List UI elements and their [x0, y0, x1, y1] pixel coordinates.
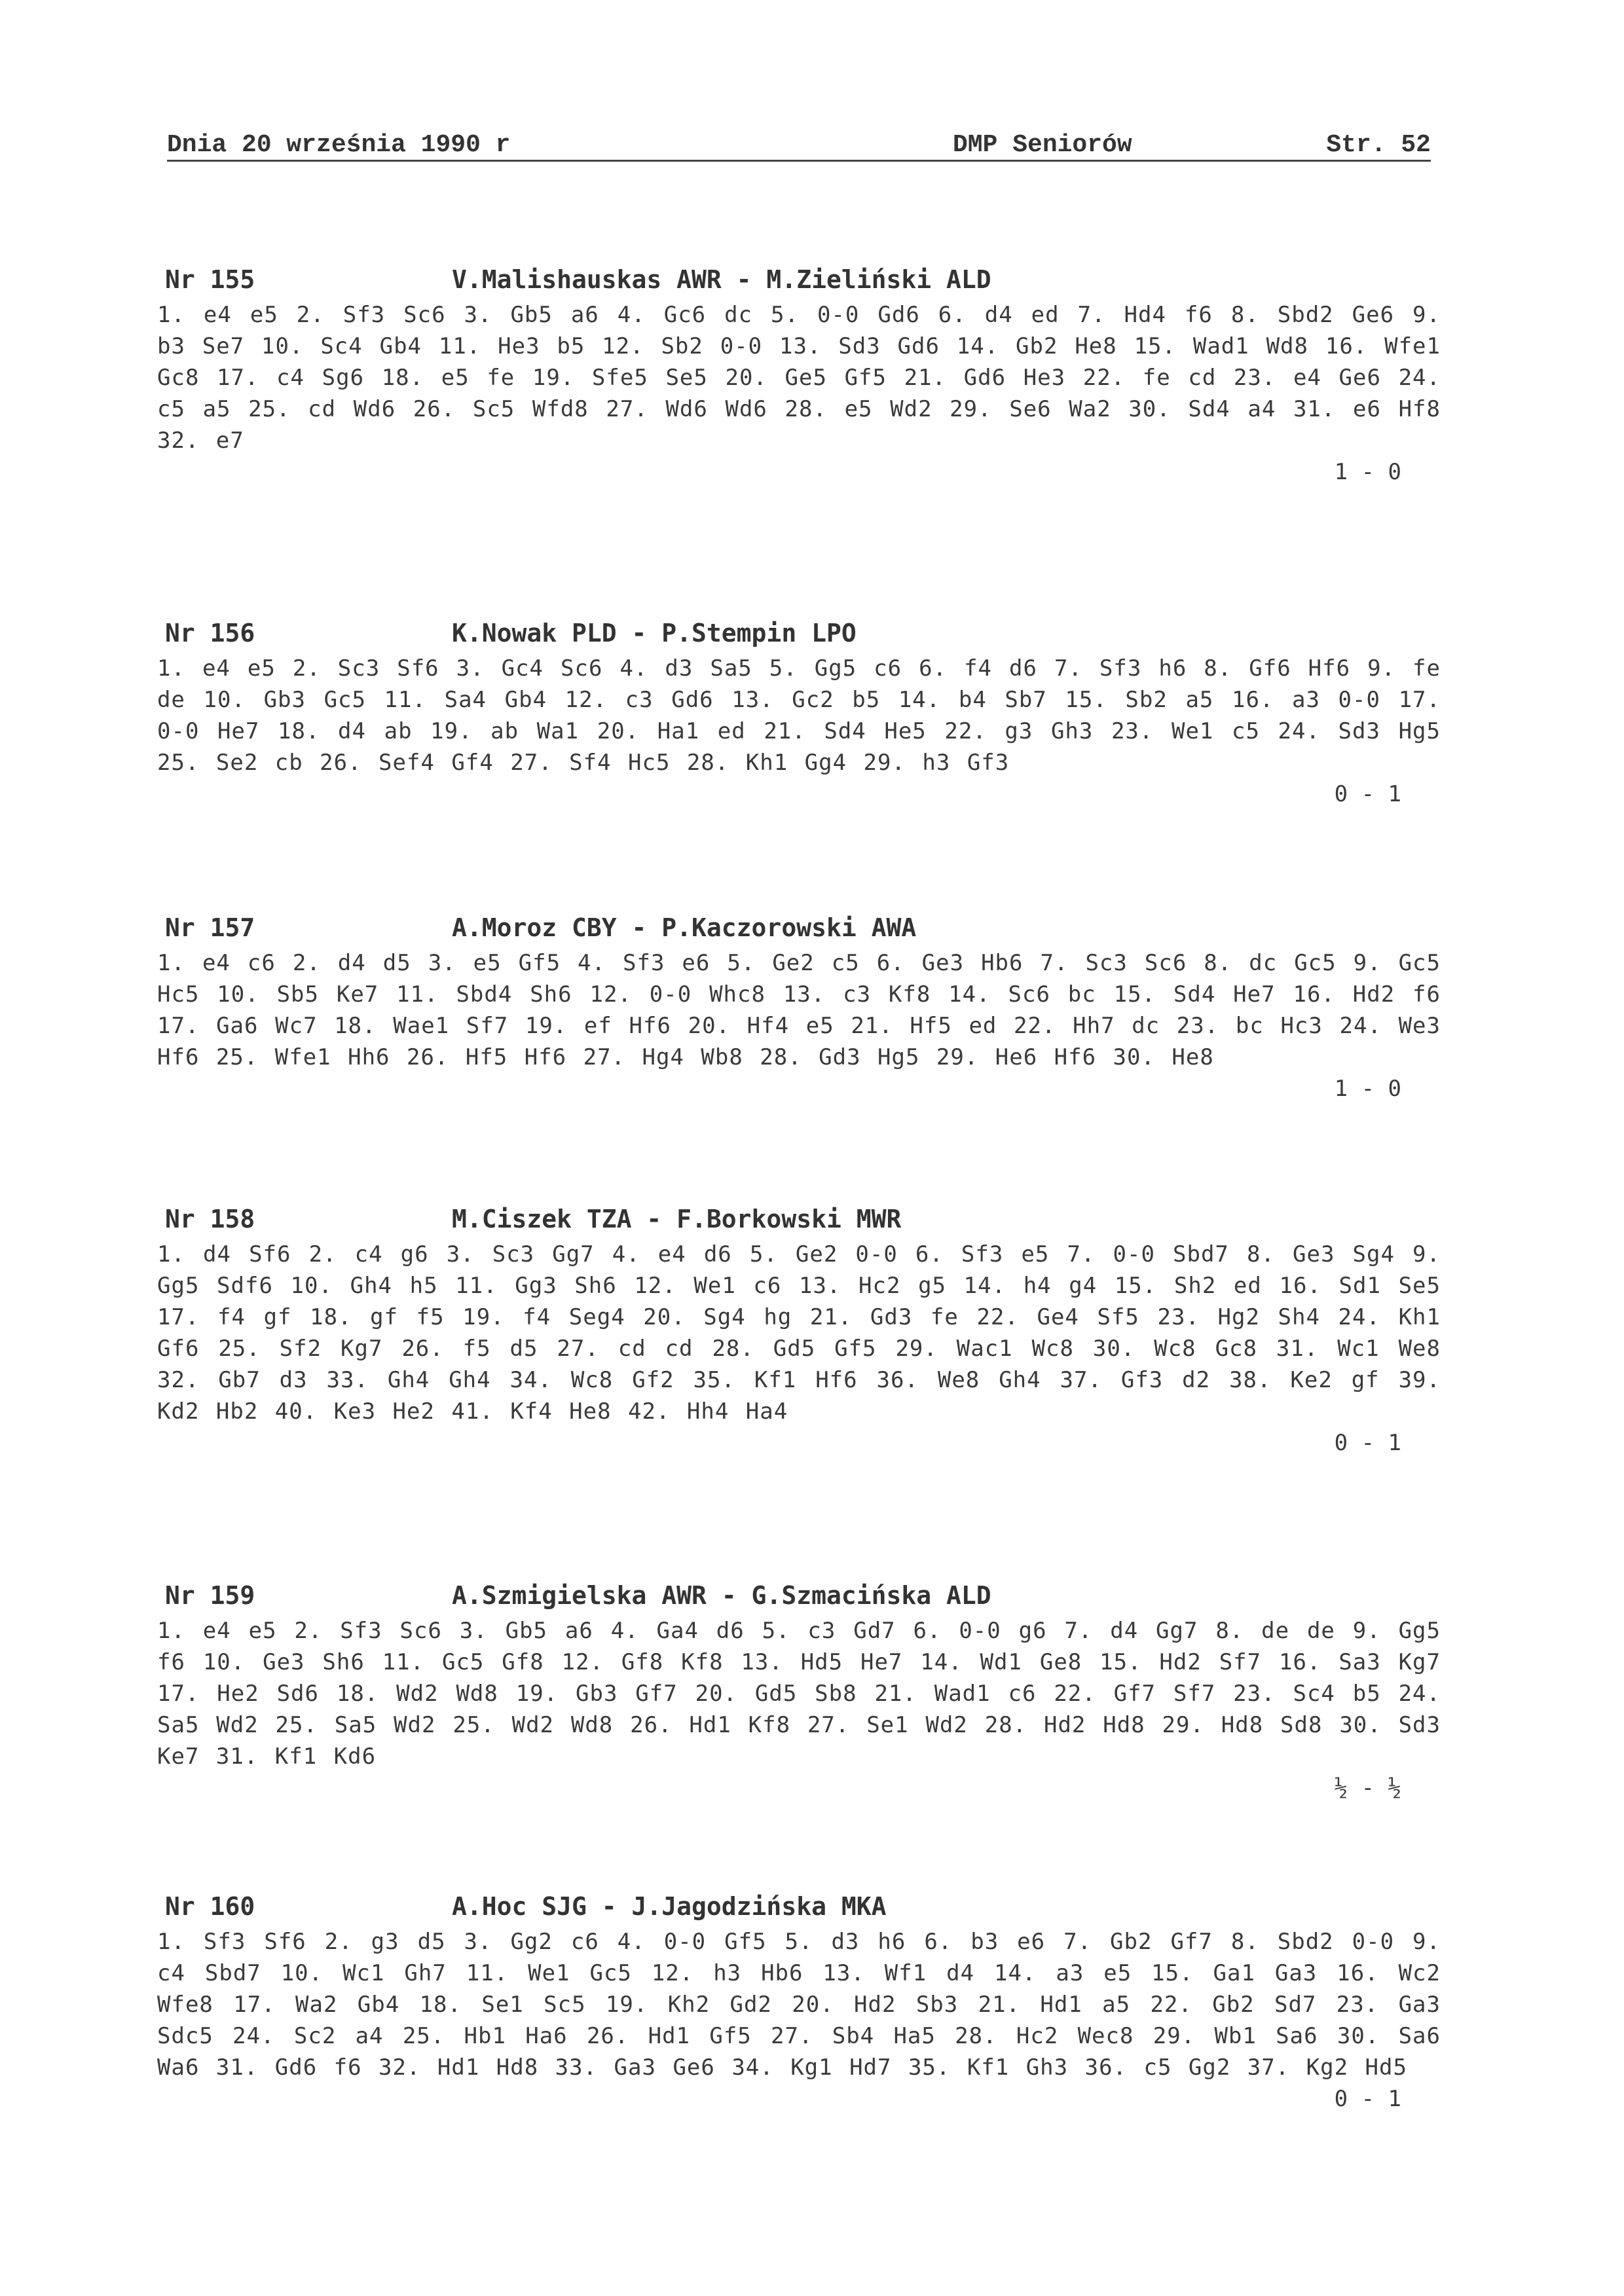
game-title	[157, 1205, 1441, 1239]
game-number: Nr 156	[165, 619, 255, 647]
game-moves: 1. d4 Sf6 2. c4 g6 3. Sc3 Gg7 4. e4 d6 5. Ge2 0-0 6. Sf3 e5 7. 0-0 Sbd7 8. Ge3 Sg4 9. Gg5 Sdf6 10. Gh4 h5 11. Gg3 Sh6 12. We1 c6 13. Hc2 g5 14. h4 g4 15. Sh2 ed 16. Sd1 Se5 17. f4 gf 18. gf f5 19. f4 Seg4 20. Sg4 hg 21. Gd3 fe 22. Ge4 Sf5 23. Hg2 Sh4 24. Kh1 Gf6 25. Sf2 Kg7 26. f5 d5 27. cd cd 28. Gd5 Gf5 29. Wac1 Wc8 30. Wc8 Gc8 31. Wc1 We8 32. Gb7 d3 33. Gh4 Gh4 34. Wc8 Gf2 35. Kf1 Hf6 36. We8 Gh4 37. Gf3 d2 38. Ke2 gf 39. Kd2 Hb2 40. Ke3 He2 41. Kf4 He8 42. Hh4 Ha4	[157, 1241, 1441, 1425]
game-result: 0 - 1	[1334, 1430, 1401, 1456]
game-players: A.Hoc SJG - J.Jagodzińska MKA	[452, 1892, 887, 1921]
game-players: M.Ciszek TZA - F.Borkowski MWR	[452, 1205, 902, 1233]
game-157	[157, 913, 1441, 1102]
header-page-number: Str. 52	[1326, 131, 1431, 159]
game-title	[157, 265, 1441, 299]
game-moves: 1. e4 e5 2. Sf3 Sc6 3. Gb5 a6 4. Ga4 d6 5. c3 Gd7 6. 0-0 g6 7. d4 Gg7 8. de de 9. Gg5 f6 10. Ge3 Sh6 11. Gc5 Gf8 12. Gf8 Kf8 13. Hd5 He7 14. Wd1 Ge8 15. Hd2 Sf7 16. Sa3 Kg7 17. He2 Sd6 18. Wd2 Wd8 19. Gb3 Gf7 20. Gd5 Sb8 21. Wad1 c6 22. Gf7 Sf7 23. Sc4 b5 24. Sa5 Wd2 25. Sa5 Wd2 25. Wd2 Wd8 26. Hd1 Kf8 27. Se1 Wd2 28. Hd2 Hd8 29. Hd8 Sd8 30. Sd3 Ke7 31. Kf1 Kd6	[157, 1618, 1441, 1770]
game-result: ½ - ½	[1334, 1775, 1401, 1801]
game-159	[157, 1581, 1441, 1801]
game-result: 1 - 0	[1334, 459, 1401, 485]
game-156	[157, 619, 1441, 807]
game-title	[157, 913, 1441, 947]
game-moves: 1. e4 e5 2. Sc3 Sf6 3. Gc4 Sc6 4. d3 Sa5 5. Gg5 c6 6. f4 d6 7. Sf3 h6 8. Gf6 Hf6 9. fe de 10. Gb3 Gc5 11. Sa4 Gb4 12. c3 Gd6 13. Gc2 b5 14. b4 Sb7 15. Sb2 a5 16. a3 0-0 17. 0-0 He7 18. d4 ab 19. ab Wa1 20. Ha1 ed 21. Sd4 He5 22. g3 Gh3 23. We1 c5 24. Sd3 Hg5 25. Se2 cb 26. Sef4 Gf4 27. Sf4 Hc5 28. Kh1 Gg4 29. h3 Gf3	[157, 655, 1441, 776]
game-result: 0 - 1	[1334, 781, 1401, 807]
game-moves: 1. e4 c6 2. d4 d5 3. e5 Gf5 4. Sf3 e6 5. Ge2 c5 6. Ge3 Hb6 7. Sc3 Sc6 8. dc Gc5 9. Gc5 Hc5 10. Sb5 Ke7 11. Sbd4 Sh6 12. 0-0 Whc8 13. c3 Kf8 14. Sc6 bc 15. Sd4 He7 16. Hd2 f6 17. Ga6 Wc7 18. Wae1 Sf7 19. ef Hf6 20. Hf4 e5 21. Hf5 ed 22. Hh7 dc 23. bc Hc3 24. We3 Hf6 25. Wfe1 Hh6 26. Hf5 Hf6 27. Hg4 Wb8 28. Gd3 Hg5 29. He6 Hf6 30. He8	[157, 950, 1441, 1070]
header-date: Dnia 20 września 1990 r	[167, 131, 511, 159]
game-number: Nr 155	[165, 265, 255, 294]
game-players: A.Szmigielska AWR - G.Szmacińska ALD	[452, 1581, 991, 1610]
game-155	[157, 265, 1441, 485]
game-number: Nr 160	[165, 1892, 255, 1921]
header-event: DMP Seniorów	[953, 131, 1132, 159]
game-result: 1 - 0	[1334, 1076, 1401, 1102]
game-160	[157, 1892, 1441, 2112]
game-players: K.Nowak PLD - P.Stempin LPO	[452, 619, 857, 647]
game-number: Nr 158	[165, 1205, 255, 1233]
game-players: A.Moroz CBY - P.Kaczorowski AWA	[452, 913, 917, 942]
game-title	[157, 619, 1441, 653]
game-number: Nr 159	[165, 1581, 255, 1610]
game-number: Nr 157	[165, 913, 255, 942]
game-158	[157, 1205, 1441, 1456]
game-title	[157, 1892, 1441, 1926]
game-moves: 1. e4 e5 2. Sf3 Sc6 3. Gb5 a6 4. Gc6 dc 5. 0-0 Gd6 6. d4 ed 7. Hd4 f6 8. Sbd2 Ge6 9. b3 Se7 10. Sc4 Gb4 11. He3 b5 12. Sb2 0-0 13. Sd3 Gd6 14. Gb2 He8 15. Wad1 Wd8 16. Wfe1 Gc8 17. c4 Sg6 18. e5 fe 19. Sfe5 Se5 20. Ge5 Gf5 21. Gd6 He3 22. fe cd 23. e4 Ge6 24. c5 a5 25. cd Wd6 26. Sc5 Wfd8 27. Wd6 Wd6 28. e5 Wd2 29. Se6 Wa2 30. Sd4 a4 31. e6 Hf8 32. e7	[157, 302, 1441, 454]
game-result: 0 - 1	[1334, 2086, 1401, 2112]
game-moves: 1. Sf3 Sf6 2. g3 d5 3. Gg2 c6 4. 0-0 Gf5 5. d3 h6 6. b3 e6 7. Gb2 Gf7 8. Sbd2 0-0 9. c4 Sbd7 10. Wc1 Gh7 11. We1 Gc5 12. h3 Hb6 13. Wf1 d4 14. a3 e5 15. Ga1 Ga3 16. Wc2 Wfe8 17. Wa2 Gb4 18. Se1 Sc5 19. Kh2 Gd2 20. Hd2 Sb3 21. Hd1 a5 22. Gb2 Sd7 23. Ga3 Sdc5 24. Sc2 a4 25. Hb1 Ha6 26. Hd1 Gf5 27. Sb4 Ha5 28. Hc2 Wec8 29. Wb1 Sa6 30. Sa6 Wa6 31. Gd6 f6 32. Hd1 Hd8 33. Ga3 Ge6 34. Kg1 Hd7 35. Kf1 Gh3 36. c5 Gg2 37. Kg2 Hd5	[157, 1929, 1441, 2081]
header-underline	[167, 160, 1431, 162]
game-title	[157, 1581, 1441, 1615]
page-header	[167, 131, 1431, 164]
game-players: V.Malishauskas AWR - M.Zieliński ALD	[452, 265, 991, 294]
